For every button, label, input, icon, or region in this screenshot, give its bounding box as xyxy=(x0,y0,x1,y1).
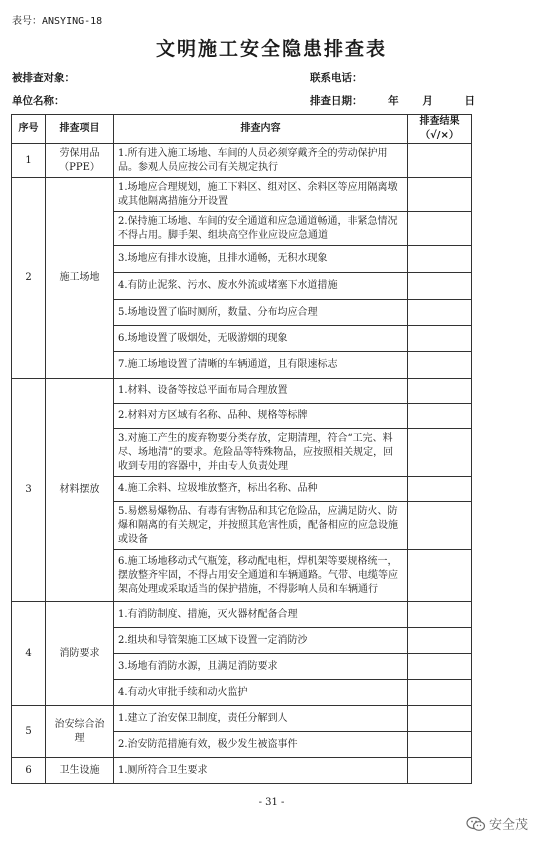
check-item: 2.材料对方区域有名称、品种、规格等标牌 xyxy=(114,404,408,429)
date-year: 年 xyxy=(388,95,399,107)
result-cell[interactable] xyxy=(408,732,472,758)
phone-label: 联系电话： xyxy=(310,72,363,84)
row-number: 2 xyxy=(12,178,46,379)
table-row xyxy=(12,602,472,628)
category-cell: 治安综合治理 xyxy=(46,706,114,758)
header-content: 排查内容 xyxy=(114,115,408,144)
row-number: 5 xyxy=(12,706,46,758)
inspection-table xyxy=(11,114,472,784)
table-row xyxy=(12,758,472,784)
table-body xyxy=(12,144,472,784)
result-cell[interactable] xyxy=(408,706,472,732)
result-cell[interactable] xyxy=(408,477,472,502)
result-cell[interactable] xyxy=(408,550,472,602)
page-number: - 31 - xyxy=(258,797,285,808)
row-number: 6 xyxy=(12,758,46,784)
inspected-object-label: 被排查对象： xyxy=(12,72,75,84)
check-item: 1.材料、设备等按总平面布局合理放置 xyxy=(114,379,408,404)
result-cell[interactable] xyxy=(408,404,472,429)
watermark xyxy=(466,814,528,833)
category-cell: 材料摆放 xyxy=(46,379,114,602)
date-day: 日 xyxy=(464,95,475,107)
unit-name-label: 单位名称： xyxy=(12,95,65,107)
check-item: 3.场地有消防水源，且满足消防要求 xyxy=(114,654,408,680)
page-title: 文明施工安全隐患排查表 xyxy=(155,38,387,60)
date-month: 月 xyxy=(422,95,433,107)
category-cell: 卫生设施 xyxy=(46,758,114,784)
result-cell[interactable] xyxy=(408,602,472,628)
check-item: 5.易燃易爆物品、有毒有害物品和其它危险品，应满足防火、防爆和隔离的有关规定，并按照其危害性质，配备相应的应急设施或设备 xyxy=(114,502,408,550)
form-number: 表号：ANSYING-18 xyxy=(12,16,103,27)
result-cell[interactable] xyxy=(408,246,472,273)
check-item: 1.有消防制度、措施，灭火器材配备合理 xyxy=(114,602,408,628)
result-cell[interactable] xyxy=(408,654,472,680)
row-number: 1 xyxy=(12,144,46,178)
check-item: 5.场地设置了临时厕所，数量、分布均应合理 xyxy=(114,300,408,326)
table-row xyxy=(12,379,472,404)
header-item: 排查项目 xyxy=(46,115,114,144)
category-cell: 消防要求 xyxy=(46,602,114,706)
result-cell[interactable] xyxy=(408,144,472,178)
result-cell[interactable] xyxy=(408,300,472,326)
result-cell[interactable] xyxy=(408,212,472,246)
watermark-text: 安全茂 xyxy=(489,818,529,833)
wechat-icon xyxy=(466,816,486,832)
check-item: 4.有防止泥浆、污水、废水外流或堵塞下水道措施 xyxy=(114,273,408,300)
check-item: 2.组块和导管架施工区域下设置一定消防沙 xyxy=(114,628,408,654)
result-cell[interactable] xyxy=(408,379,472,404)
check-item: 2.保持施工场地、车间的安全通道和应急通道畅通，非紧急情况不得占用。脚手架、组块高空作业应设应急通道 xyxy=(114,212,408,246)
result-cell[interactable] xyxy=(408,273,472,300)
result-cell[interactable] xyxy=(408,352,472,379)
result-cell[interactable] xyxy=(408,628,472,654)
date-label: 排查日期： xyxy=(310,95,363,107)
result-cell[interactable] xyxy=(408,758,472,784)
check-item: 6.施工场地移动式气瓶笼，移动配电柜，焊机架等要规格统一，摆放整齐牢固，不得占用安全通道和车辆通路。气带、电缆等应架高处理或采取适当的保护措施，不得影响人员和车辆通行 xyxy=(114,550,408,602)
check-item: 1.厕所符合卫生要求 xyxy=(114,758,408,784)
check-item: 4.施工余料、垃圾堆放整齐，标出名称、品种 xyxy=(114,477,408,502)
table-row xyxy=(12,706,472,732)
check-item: 6.场地设置了吸烟处，无吸游烟的现象 xyxy=(114,326,408,352)
check-item: 2.治安防范措施有效，极少发生被盗事件 xyxy=(114,732,408,758)
result-cell[interactable] xyxy=(408,680,472,706)
row-number: 4 xyxy=(12,602,46,706)
result-cell[interactable] xyxy=(408,178,472,212)
result-cell[interactable] xyxy=(408,326,472,352)
check-item: 3.场地应有排水设施，且排水通畅，无积水现象 xyxy=(114,246,408,273)
check-item: 1.所有进入施工场地、车间的人员必须穿戴齐全的劳动保护用品。参观人员应按公司有关规定执行 xyxy=(114,144,408,178)
check-item: 1.建立了治安保卫制度，责任分解到人 xyxy=(114,706,408,732)
check-item: 3.对施工产生的废弃物要分类存放，定期清理，符合“工完、料尽、场地清”的要求。危险品等特殊物品，应按照相关规定，回收到专用的容器中，并由专人负责处理 xyxy=(114,429,408,477)
table-header-row xyxy=(12,115,472,144)
result-cell[interactable] xyxy=(408,502,472,550)
result-cell[interactable] xyxy=(408,429,472,477)
table-row xyxy=(12,178,472,212)
table-row xyxy=(12,144,472,178)
header-no: 序号 xyxy=(12,115,46,144)
inspection-date xyxy=(310,93,475,108)
check-item: 7.施工场地设置了清晰的车辆通道，且有限速标志 xyxy=(114,352,408,379)
check-item: 1.场地应合理规划，施工下料区、组对区、余料区等应用隔离墩或其他隔离措施分开设置 xyxy=(114,178,408,212)
category-cell: 施工场地 xyxy=(46,178,114,379)
check-item: 4.有动火审批手续和动火监护 xyxy=(114,680,408,706)
header-result: 排查结果（√/×） xyxy=(408,115,472,144)
category-cell: 劳保用品（PPE） xyxy=(46,144,114,178)
row-number: 3 xyxy=(12,379,46,602)
